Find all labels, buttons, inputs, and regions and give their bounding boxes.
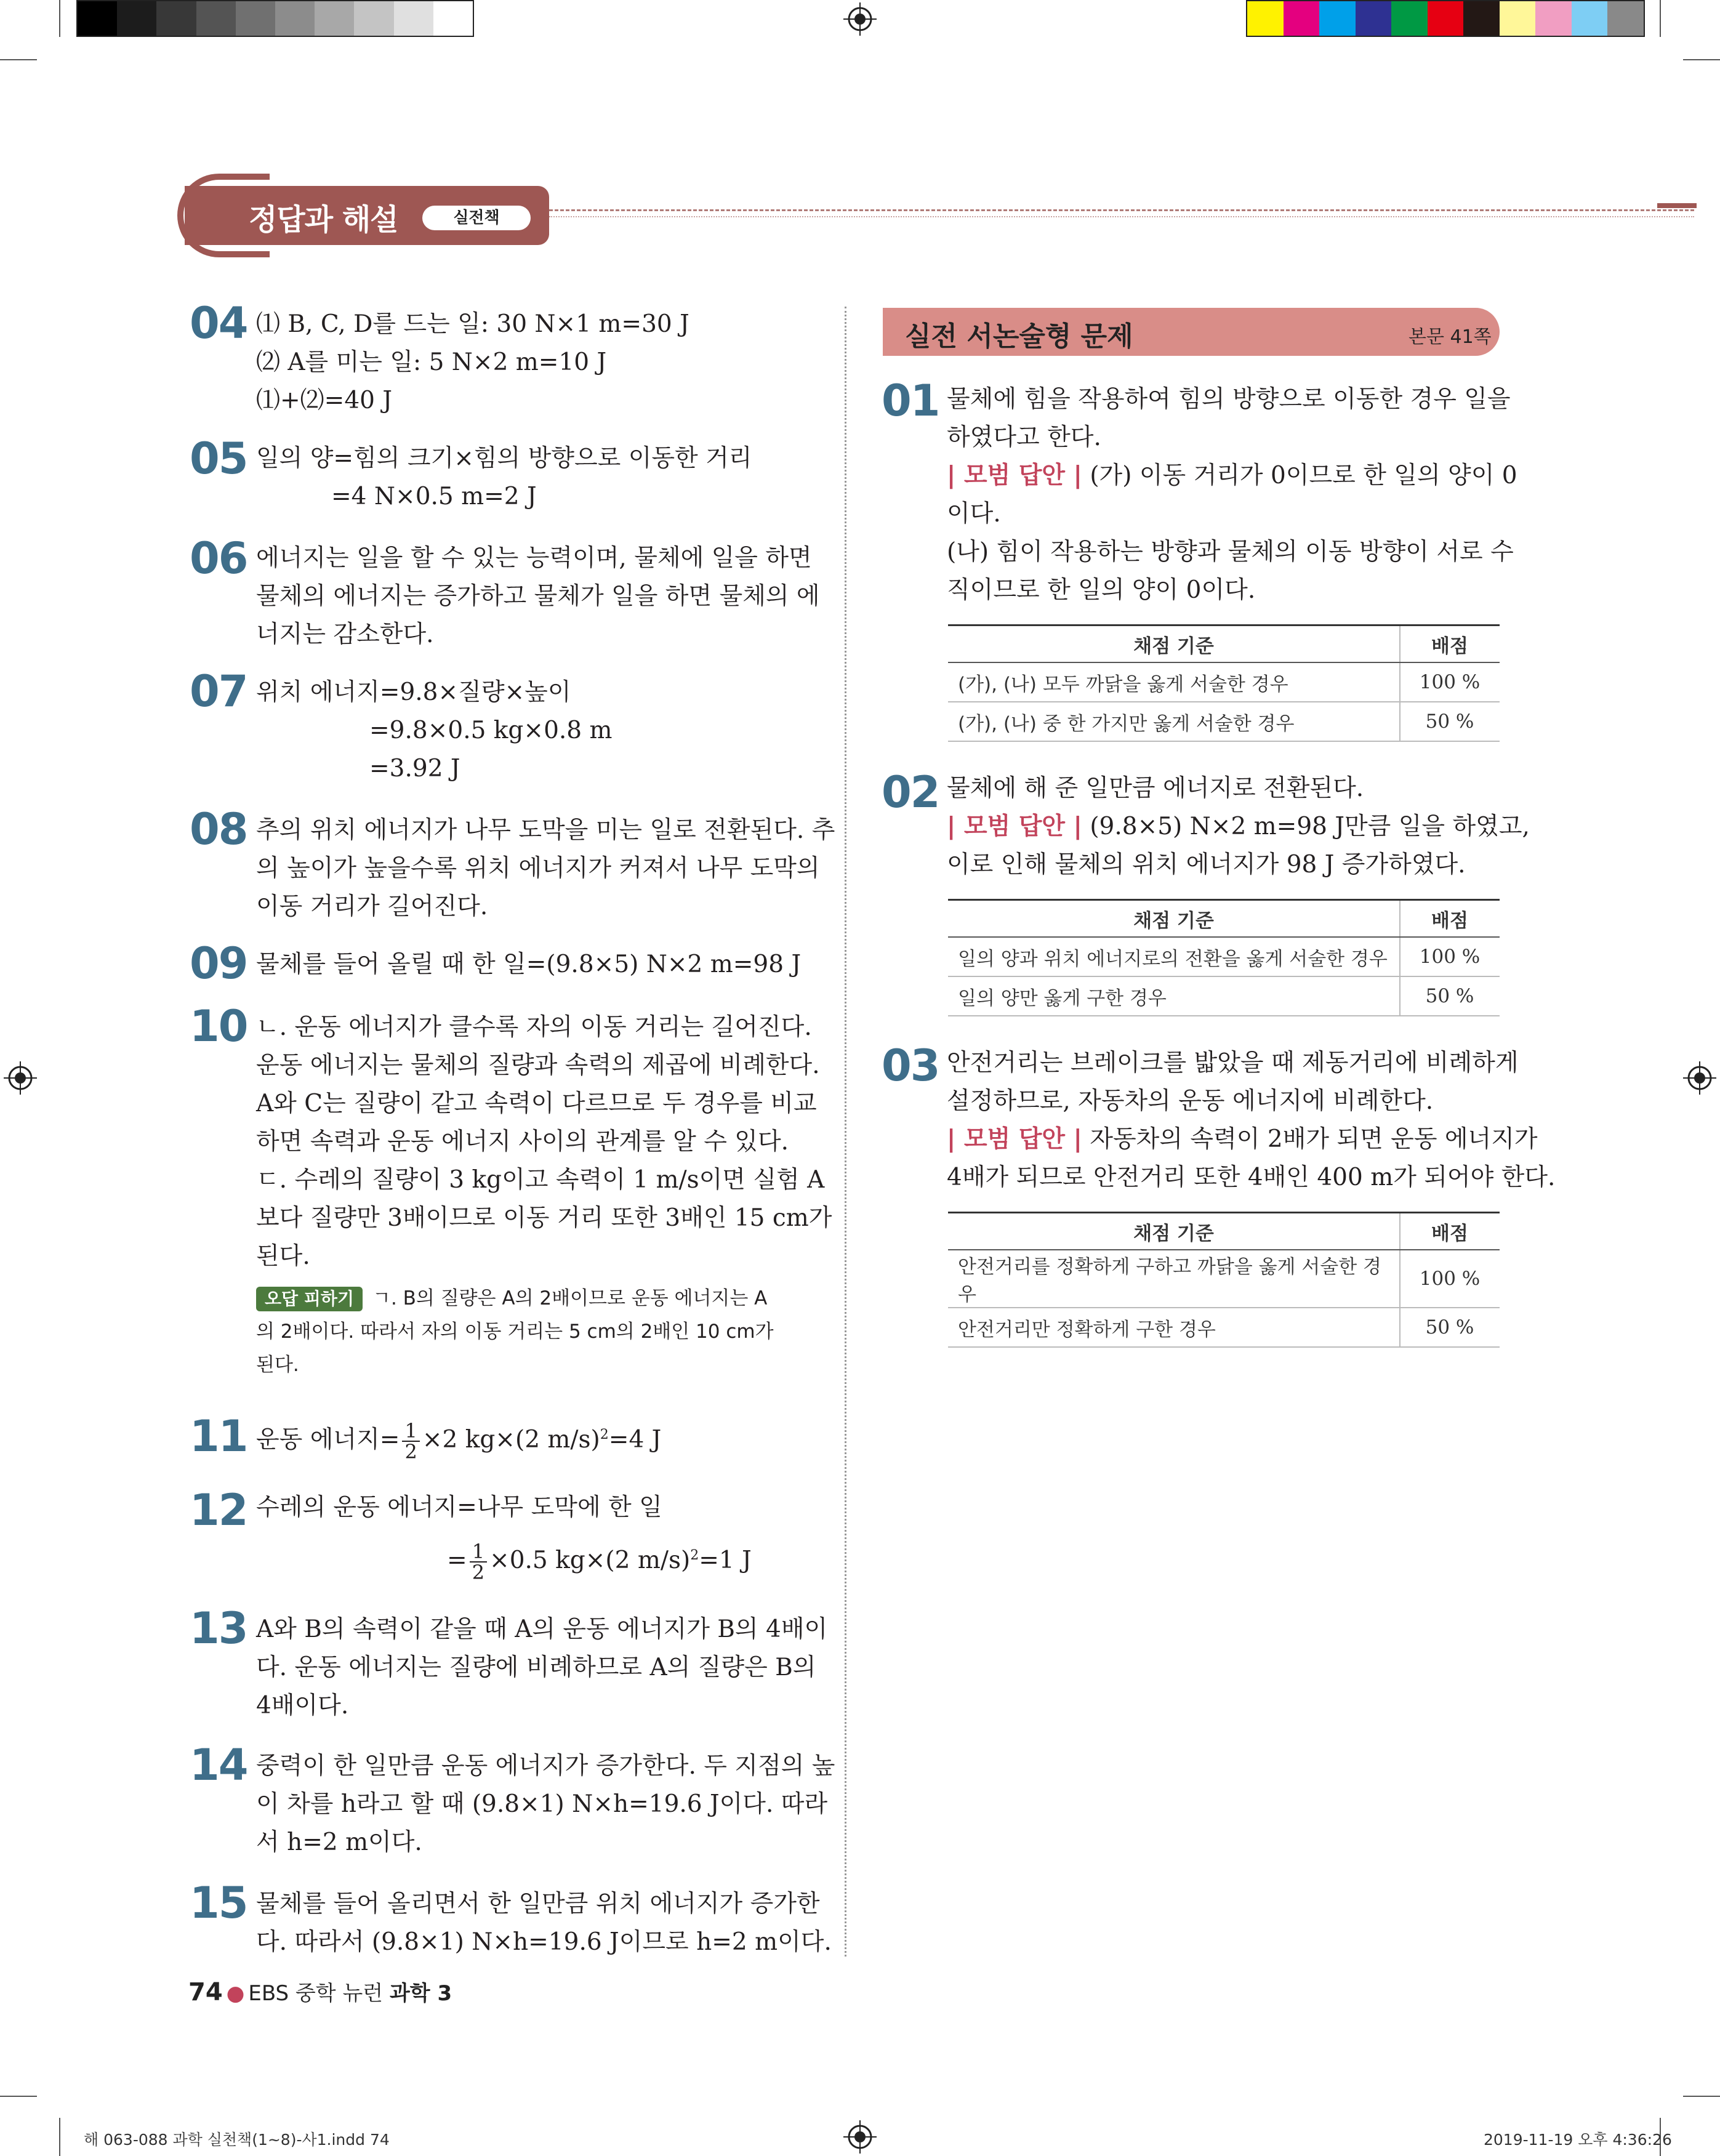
table-row: 안전거리만 정확하게 구한 경우 50 % bbox=[948, 1308, 1500, 1347]
registration-mark-icon bbox=[4, 1061, 37, 1095]
question-number: 15 bbox=[190, 1878, 247, 1928]
model-answer-02: | 모범 답안 | (9.8×5) N×2 m=98 J만큼 일을 하였고, bbox=[947, 813, 1530, 840]
answer-14-line: 서 h=2 m이다. bbox=[256, 1828, 422, 1856]
header-rule-end bbox=[1657, 203, 1697, 208]
answer-08-line: 이동 거리가 길어진다. bbox=[256, 893, 488, 920]
answer-10-line: 운동 에너지는 물체의 질량과 속력의 제곱에 비례한다. bbox=[256, 1052, 820, 1079]
wrong-answer-note bbox=[256, 1282, 767, 1315]
question-number: 13 bbox=[190, 1603, 247, 1654]
answer-15-line: 물체를 들어 올리면서 한 일만큼 위치 에너지가 증가한 bbox=[256, 1890, 820, 1918]
criteria-header: 채점 기준 bbox=[948, 625, 1400, 663]
wrong-answer-line: 의 2배이다. 따라서 자의 이동 거리는 5 cm의 2배인 10 cm가 bbox=[256, 1321, 774, 1343]
model-answer-03-line: 4배가 되므로 안전거리 또한 4배인 400 m가 되어야 한다. bbox=[947, 1164, 1556, 1191]
answer-06-line: 물체의 에너지는 증가하고 물체가 일을 하면 물체의 에 bbox=[256, 582, 820, 610]
answer-05-line: =4 N×0.5 m=2 J bbox=[331, 483, 537, 510]
crop-mark bbox=[1683, 59, 1720, 60]
model-answer-01-line: 이다. bbox=[947, 500, 1001, 528]
answer-10-line: ㄷ. 수레의 질량이 3 kg이고 속력이 1 m/s이면 실험 A bbox=[256, 1166, 825, 1194]
answer-06-line: 에너지는 일을 할 수 있는 능력이며, 물체에 일을 하면 bbox=[256, 544, 812, 572]
model-answer-01-line: (나) 힘이 작용하는 방향과 물체의 이동 방향이 서로 수 bbox=[947, 538, 1514, 566]
print-slug-date: 2019-11-19 오후 4:36:26 bbox=[1484, 2131, 1672, 2149]
color-swatch bbox=[394, 1, 433, 36]
question-number: 05 bbox=[190, 433, 247, 484]
table-row: 일의 양만 옳게 구한 경우 50 % bbox=[948, 976, 1500, 1016]
table-row: 일의 양과 위치 에너지로의 전환을 옳게 서술한 경우 100 % bbox=[948, 937, 1500, 976]
answer-10-line: 보다 질량만 3배이므로 이동 거리 또한 3배인 15 cm가 bbox=[256, 1204, 832, 1232]
model-answer-label: | 모범 답안 | bbox=[947, 1125, 1082, 1153]
header-rule bbox=[549, 209, 1694, 211]
subject-name: 과학 3 bbox=[389, 1981, 452, 2006]
question-number: 06 bbox=[190, 533, 247, 584]
model-answer-label: | 모범 답안 | bbox=[947, 462, 1082, 489]
wrong-answer-badge: 오답 피하기 bbox=[256, 1287, 363, 1311]
color-swatch bbox=[275, 1, 315, 36]
crop-mark bbox=[59, 2118, 60, 2156]
scoring-table-03 bbox=[948, 1212, 1500, 1348]
question-number: 10 bbox=[190, 1001, 247, 1052]
color-swatch bbox=[1284, 1, 1320, 36]
color-swatch bbox=[78, 1, 117, 36]
answer-14-line: 이 차를 h라고 할 때 (9.8×1) N×h=19.6 J이다. 따라 bbox=[256, 1790, 828, 1818]
answer-12-equation: = $\frac{1}{2}$ ×0.5 kg×(2 m/s)$^2$=1 J bbox=[447, 1540, 752, 1584]
answer-10-line: 하면 속력과 운동 에너지 사이의 관계를 알 수 있다. bbox=[256, 1128, 789, 1156]
page-title: 정답과 해설 bbox=[249, 203, 398, 237]
criteria-header: 채점 기준 bbox=[948, 1213, 1400, 1250]
question-number: 01 bbox=[882, 376, 939, 426]
question-number: 09 bbox=[190, 938, 247, 989]
color-swatch bbox=[1356, 1, 1392, 36]
answer-11-equation: 운동 에너지= $\frac{1}{2}$ ×2 kg×(2 m/s)$^2$=4 J bbox=[256, 1419, 662, 1463]
color-swatch bbox=[1607, 1, 1644, 36]
table-row: (가), (나) 모두 까닭을 옳게 서술한 경우 100 % bbox=[948, 662, 1500, 702]
section-badge: 실전책 bbox=[422, 206, 531, 230]
answer-04-line: ⑴+⑵=40 J bbox=[256, 387, 393, 414]
color-swatch bbox=[1319, 1, 1356, 36]
criteria-header: 채점 기준 bbox=[948, 900, 1400, 938]
grayscale-calibration-bar bbox=[76, 0, 474, 37]
answer-10-line: ㄴ. 운동 에너지가 클수록 자의 이동 거리는 길어진다. bbox=[256, 1013, 812, 1041]
section-title: 실전 서논술형 문제 bbox=[905, 321, 1133, 352]
section-page-reference: 본문 41쪽 bbox=[1409, 326, 1492, 348]
color-swatch bbox=[1535, 1, 1572, 36]
wrong-answer-line: ㄱ. B의 질량은 A의 2배이므로 운동 에너지는 A bbox=[372, 1287, 768, 1309]
answer-07-line: =9.8×0.5 kg×0.8 m bbox=[369, 717, 613, 744]
essay-03-line: 안전거리는 브레이크를 밟았을 때 제동거리에 비례하게 bbox=[947, 1049, 1519, 1077]
scoring-table-01 bbox=[948, 624, 1500, 742]
color-swatch bbox=[156, 1, 196, 36]
question-number: 12 bbox=[190, 1485, 247, 1535]
answer-15-line: 다. 따라서 (9.8×1) N×h=19.6 J이므로 h=2 m이다. bbox=[256, 1928, 832, 1956]
wrong-answer-line: 된다. bbox=[256, 1354, 299, 1376]
answer-05-line: 일의 양=힘의 크기×힘의 방향으로 이동한 거리 bbox=[256, 444, 752, 472]
model-answer-03: | 모범 답안 | 자동차의 속력이 2배가 되면 운동 에너지가 bbox=[947, 1125, 1538, 1153]
crop-mark bbox=[0, 59, 37, 60]
scoring-table-02 bbox=[948, 899, 1500, 1016]
color-swatch bbox=[1572, 1, 1608, 36]
question-number: 14 bbox=[190, 1740, 247, 1790]
crop-mark bbox=[59, 0, 60, 37]
color-swatch bbox=[196, 1, 236, 36]
page-number: 74 bbox=[188, 1978, 223, 2006]
color-swatch bbox=[236, 1, 275, 36]
score-header: 배점 bbox=[1400, 900, 1500, 938]
answer-07-line: 위치 에너지=9.8×질량×높이 bbox=[256, 678, 571, 706]
answer-10-line: A와 C는 질량이 같고 속력이 다르므로 두 경우를 비교 bbox=[256, 1090, 817, 1117]
answer-09-line: 물체를 들어 올릴 때 한 일=(9.8×5) N×2 m=98 J bbox=[256, 951, 802, 978]
score-header: 배점 bbox=[1400, 625, 1500, 663]
table-row: (가), (나) 중 한 가지만 옳게 서술한 경우 50 % bbox=[948, 702, 1500, 741]
score-header: 배점 bbox=[1400, 1213, 1500, 1250]
answer-10-line: 된다. bbox=[256, 1242, 310, 1270]
color-swatch bbox=[1247, 1, 1284, 36]
essay-02-line: 물체에 해 준 일만큼 에너지로 전환된다. bbox=[947, 774, 1364, 802]
answer-08-line: 의 높이가 높을수록 위치 에너지가 커져서 나무 도막의 bbox=[256, 855, 820, 882]
table-row: 안전거리를 정확하게 구하고 까닭을 옳게 서술한 경우 100 % bbox=[948, 1250, 1500, 1308]
model-answer-label: | 모범 답안 | bbox=[947, 813, 1082, 840]
color-swatch bbox=[433, 1, 473, 36]
question-number: 04 bbox=[190, 298, 247, 348]
header-rule bbox=[549, 216, 1694, 217]
model-answer-01: | 모범 답안 | (가) 이동 거리가 0이므로 한 일의 양이 0 bbox=[947, 462, 1517, 489]
question-number: 08 bbox=[190, 804, 247, 855]
essay-01-line: 하였다고 한다. bbox=[947, 424, 1101, 451]
page-footer bbox=[188, 1976, 452, 2006]
answer-06-line: 너지는 감소한다. bbox=[256, 621, 434, 648]
answer-14-line: 중력이 한 일만큼 운동 에너지가 증가한다. 두 지점의 높 bbox=[256, 1752, 835, 1780]
color-swatch bbox=[1391, 1, 1428, 36]
answer-04-line: ⑵ A를 미는 일: 5 N×2 m=10 J bbox=[256, 348, 607, 376]
color-calibration-bar bbox=[1246, 0, 1645, 37]
fraction: $\frac{1}{2}$ bbox=[402, 1421, 419, 1462]
color-swatch bbox=[354, 1, 393, 36]
question-number: 11 bbox=[190, 1411, 247, 1462]
column-divider bbox=[845, 307, 846, 1957]
fraction: $\frac{1}{2}$ bbox=[470, 1542, 487, 1582]
question-number: 02 bbox=[882, 767, 939, 818]
color-swatch bbox=[1463, 1, 1500, 36]
model-answer-02-line: 이로 인해 물체의 위치 에너지가 98 J 증가하였다. bbox=[947, 851, 1466, 879]
answer-13-line: A와 B의 속력이 같을 때 A의 운동 에너지가 B의 4배이 bbox=[256, 1615, 828, 1643]
model-answer-01-line: 직이므로 한 일의 양이 0이다. bbox=[947, 576, 1256, 604]
print-slug-file: 해 063-088 과학 실천책(1~8)-사1.indd 74 bbox=[84, 2131, 390, 2149]
answer-04-line: ⑴ B, C, D를 드는 일: 30 N×1 m=30 J bbox=[256, 310, 689, 338]
essay-01-line: 물체에 힘을 작용하여 힘의 방향으로 이동한 경우 일을 bbox=[947, 385, 1511, 413]
answer-13-line: 4배이다. bbox=[256, 1692, 349, 1720]
answer-12-line: 수레의 운동 에너지=나무 도막에 한 일 bbox=[256, 1494, 662, 1521]
crop-mark bbox=[1683, 2096, 1720, 2097]
essay-03-line: 설정하므로, 자동차의 운동 에너지에 비례한다. bbox=[947, 1087, 1434, 1115]
crop-mark bbox=[1660, 0, 1661, 37]
question-number: 07 bbox=[190, 666, 247, 717]
answer-07-line: =3.92 J bbox=[369, 755, 460, 782]
answer-13-line: 다. 운동 에너지는 질량에 비례하므로 A의 질량은 B의 bbox=[256, 1654, 816, 1681]
question-number: 03 bbox=[882, 1040, 939, 1091]
registration-mark-icon bbox=[1683, 1061, 1716, 1095]
book-title: EBS 중학 뉴런 bbox=[248, 1981, 384, 2006]
crop-mark bbox=[0, 2096, 37, 2097]
color-swatch bbox=[1500, 1, 1536, 36]
registration-mark-icon bbox=[843, 2, 877, 36]
color-swatch bbox=[1428, 1, 1464, 36]
registration-mark-icon bbox=[843, 2120, 877, 2154]
color-swatch bbox=[117, 1, 156, 36]
bullet-icon: ● bbox=[226, 1981, 245, 2006]
color-swatch bbox=[315, 1, 354, 36]
answer-08-line: 추의 위치 에너지가 나무 도막을 미는 일로 전환된다. 추 bbox=[256, 816, 835, 844]
